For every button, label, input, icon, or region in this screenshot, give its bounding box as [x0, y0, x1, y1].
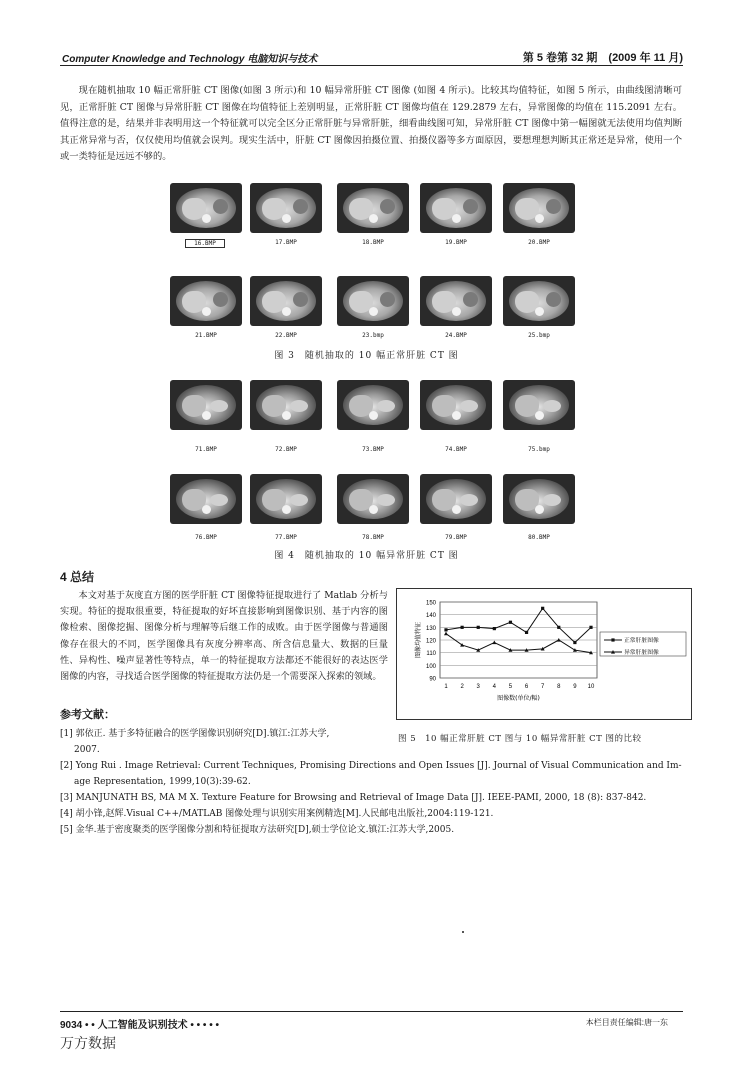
- conclusion-paragraph: 本文对基于灰度直方图的医学肝脏 CT 图像特征提取进行了 Matlab 分析与实现。特征的提取很重要，特征提取的好坏直接影响到图像识别、基于内容的图像检索、图像挖掘、图像分析与理解等后继工作的成败。由于医学图像与普通图像存在很大的不同，医学图像具有灰度分辨率高、所含信息量大、数据的巨量性、异构性、噪声显著性等特点，单一的特征提取方法都还不能很好的表达医学图像的内容，寻找适合医学图像的特征提取方法仍是一个需要深入探索的领域。: [60, 590, 388, 683]
- ct-thumbnail: [337, 380, 409, 430]
- reference-item: 2007.: [74, 745, 100, 755]
- data-point: [493, 627, 496, 630]
- figure-5-chart: [396, 588, 692, 720]
- ct-thumbnail: [170, 276, 242, 326]
- reference-list: [60, 726, 690, 838]
- ct-thumbnail: [250, 276, 322, 326]
- image-label: 25.bmp: [528, 332, 550, 339]
- ct-thumbnail: [503, 474, 575, 524]
- references-title: 参考文献：: [60, 709, 115, 721]
- image-label: 16.BMP: [185, 239, 225, 248]
- image-label: 80.BMP: [528, 534, 550, 541]
- image-label: 21.BMP: [195, 332, 217, 339]
- image-label: 24.BMP: [445, 332, 467, 339]
- data-point: [525, 631, 528, 634]
- legend-label: 异常肝脏图像: [624, 650, 659, 657]
- ct-thumbnail: [420, 276, 492, 326]
- journal-header: Computer Knowledge and Technology 电脑知识与技术: [62, 54, 318, 65]
- ct-thumbnail: [337, 183, 409, 233]
- section-title: 4 总结: [60, 570, 95, 584]
- image-label: 79.BMP: [445, 534, 467, 541]
- image-label: 77.BMP: [275, 534, 297, 541]
- figure-5-caption: 图 5 10 幅正常肝脏 CT 图与 10 幅异常肝脏 CT 图的比较: [398, 734, 642, 744]
- ct-thumbnail: [337, 276, 409, 326]
- image-label: 22.BMP: [275, 332, 297, 339]
- ct-thumbnail: [420, 380, 492, 430]
- ct-thumbnail: [250, 183, 322, 233]
- image-label: 17.BMP: [275, 239, 297, 246]
- image-label: 19.BMP: [445, 239, 467, 246]
- data-point: [541, 607, 544, 610]
- y-axis-label: 图像均值特征: [415, 621, 422, 659]
- ct-thumbnail: [170, 380, 242, 430]
- image-label: 75.bmp: [528, 446, 550, 453]
- page-footer: 9034 • • 人工智能及识别技术 • • • • •: [60, 1020, 219, 1031]
- x-tick-label: 6: [524, 684, 529, 690]
- speck: [462, 931, 464, 933]
- image-label: 78.BMP: [362, 534, 384, 541]
- legend-label: 正常肝脏图像: [624, 638, 659, 645]
- y-tick-label: 90: [429, 676, 436, 683]
- ct-thumbnail: [170, 183, 242, 233]
- ct-thumbnail: [337, 474, 409, 524]
- y-tick-label: 130: [425, 625, 436, 632]
- image-label: 76.BMP: [195, 534, 217, 541]
- ct-thumbnail: [250, 380, 322, 430]
- x-tick-label: 3: [476, 684, 480, 690]
- ct-thumbnail: [250, 474, 322, 524]
- editor-credit: 本栏目责任编辑:唐一东: [585, 1018, 668, 1027]
- x-tick-label: 1: [444, 684, 448, 690]
- x-tick-label: 10: [587, 684, 595, 690]
- ct-thumbnail: [420, 474, 492, 524]
- x-axis-label: 图像数(单位/幅): [497, 695, 540, 702]
- reference-item: [5] 金华.基于密度聚类的医学图像分割和特征提取方法研究[D],硕士学位论文.镇江:江苏大学,2005.: [60, 825, 455, 835]
- image-label: 20.BMP: [528, 239, 550, 246]
- x-tick-label: 9: [573, 684, 577, 690]
- data-point: [444, 628, 447, 631]
- reference-item: [3] MANJUNATH BS, MA M X. Texture Feature for Browsing and Retrieval of Image Data [J]. IEEE-PAMI, 2000, 18 (8): 837-842.: [60, 793, 647, 803]
- image-label: 72.BMP: [275, 446, 297, 453]
- reference-item: [4] 胡小锋,赵辉.Visual C++/MATLAB 图像处理与识别实用案例精选[M].人民邮电出版社,2004:119-121.: [60, 809, 494, 819]
- y-tick-label: 140: [425, 613, 436, 620]
- y-tick-label: 100: [425, 663, 436, 670]
- reference-item: [2] Yong Rui . Image Retrieval: Current Techniques, Promising Directions and Open Issues [J]. Journal of Visual Communication and Im-: [60, 761, 682, 771]
- ct-thumbnail: [170, 474, 242, 524]
- issue-header: 第 5 卷第 32 期 (2009 年 11 月): [522, 52, 683, 64]
- data-point: [477, 626, 480, 629]
- image-label: 23.bmp: [362, 332, 384, 339]
- ct-thumbnail: [503, 183, 575, 233]
- x-tick-label: 7: [540, 684, 545, 690]
- reference-item: [1] 郭依正. 基于多特征融合的医学图像识别研究[D].镇江:江苏大学,: [60, 729, 330, 739]
- data-point: [557, 626, 560, 629]
- x-tick-label: 8: [557, 684, 561, 690]
- intro-paragraph: 现在随机抽取 10 幅正常肝脏 CT 图像(如图 3 所示)和 10 幅异常肝脏 CT 图像 (如图 4 所示)。比较其均值特征，如图 5 所示，由曲线图清晰可见，正常肝脏 CT 图像与异常肝脏 CT 图像在均值特征上差别明显，正常肝脏 CT 图像均值在 129.2879 左右，异常图像的均值在 115.2091 左右。值得注意的是，结果并非表明用这一个特征就可以完全区分正常肝脏与异常肝脏，细看曲线图可知，异常肝脏 CT 图像中第一幅图就无法使用均值判断其正常异常与否，仅仅使用均值就会误判。现实生活中，肝脏 CT 图像因拍摄位置、拍摄仪器等多方面原因，要想理想判断其正常还是异常，使用一个或一类特征是远远不够的。: [60, 85, 682, 162]
- figure-4-caption: 图 4 随机抽取的 10 幅异常肝脏 CT 图: [274, 551, 459, 561]
- ct-thumbnail: [420, 183, 492, 233]
- image-label: 73.BMP: [362, 446, 384, 453]
- data-point: [589, 626, 592, 629]
- x-tick-label: 2: [460, 684, 464, 690]
- data-point: [509, 621, 512, 624]
- header-rule: [60, 65, 683, 66]
- y-tick-label: 110: [426, 651, 436, 658]
- image-label: 18.BMP: [362, 239, 384, 246]
- legend-marker: [611, 638, 614, 641]
- x-tick-label: 5: [508, 684, 513, 690]
- reference-item: age Representation, 1999,10(3):39-62.: [74, 777, 251, 787]
- figure-3-caption: 图 3 随机抽取的 10 幅正常肝脏 CT 图: [274, 351, 459, 361]
- data-point: [573, 641, 576, 644]
- y-tick-label: 120: [425, 638, 436, 645]
- image-label: 74.BMP: [445, 446, 467, 453]
- ct-thumbnail: [503, 380, 575, 430]
- data-point: [461, 626, 464, 629]
- footer-rule: [60, 1011, 683, 1012]
- x-tick-label: 4: [492, 684, 497, 690]
- watermark: 万方数据: [60, 1036, 116, 1052]
- y-tick-label: 150: [425, 600, 436, 607]
- image-label: 71.BMP: [195, 446, 217, 453]
- ct-thumbnail: [503, 276, 575, 326]
